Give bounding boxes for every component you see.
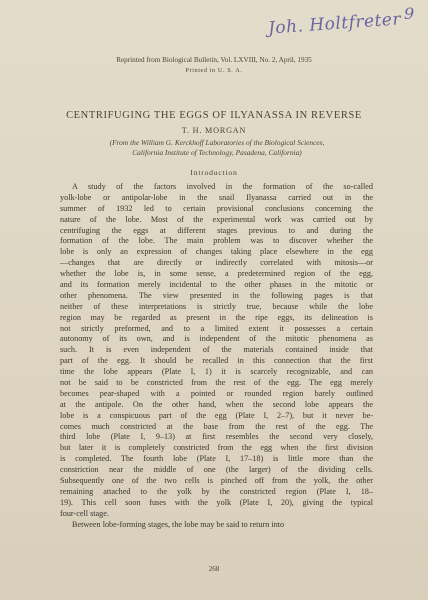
handwritten-signature: Joh. Holtfreter [267, 9, 402, 39]
body-line: but later it is completely constricted from the egg when the first division [60, 443, 373, 453]
body-line: centrifuging the eggs at different stages previous to and during the [60, 225, 373, 235]
affiliation-line-2: California Institute of Technology, Pasadena, California) [132, 147, 302, 157]
body-line: nature of the lobe. Most of the experimental work was carried out by [60, 214, 373, 224]
reprint-line: Reprinted from Biological Bulletin, Vol. LXVIII, No. 2, April, 1935 [116, 56, 312, 64]
reprint-notice [0, 56, 428, 75]
affiliation-line-1: (From the William G. Kerckhoff Laboratories of the Biological Sciences, [109, 138, 325, 147]
body-line: formation of the lobe. The main problem was to discover whether the [60, 236, 373, 246]
body-line: time the lobe appears (Plate I, 1) it is scarcely recognizable, and can [60, 367, 373, 377]
body-line: such. It is even independent of the materials contained inside that [60, 345, 373, 355]
article-author: T. H. MORGAN [181, 126, 247, 135]
body-line: —changes that are directly or indirectly correlated with mitosis—or [60, 258, 373, 268]
body-line: part of the egg. It should be recalled in this connection that the first [60, 356, 373, 366]
printed-line: Printed in U. S. A. [185, 66, 243, 74]
body-line: remaining attached to the yolk by the constricted region (Plate I, 18– [60, 486, 373, 496]
body-line: not be said to be constricted from the rest of the egg. The egg merely [60, 378, 373, 388]
author-affiliation [52, 138, 382, 157]
body-text [60, 182, 373, 531]
body-line: A study of the factors involved in the formation of the so-called [72, 182, 373, 191]
body-line: other phenomena. The view presented in the following pages is that [60, 290, 373, 300]
body-line: summer of 1932 led to certain provisional conclusions concerning the [60, 203, 373, 213]
body-line: is completed. The fourth lobe (Plate I, 17–18) is little more than the [60, 454, 373, 464]
body-line: yolk-lobe or antipolar-lobe in the snail Ilyanassa carried out in the [60, 192, 373, 202]
body-line: neither of these interpretations is strictly true, because while the lobe [60, 301, 373, 311]
body-line: not strictly preformed, and to a limited extent it possesses a certain [60, 323, 373, 333]
body-line: lobe is a conspicuous part of the egg (Plate I, 2–7), but it never be- [60, 410, 373, 420]
body-line: becomes pear-shaped with a pointed or rounded region barely outlined [60, 388, 373, 398]
body-line: and its formation merely incidental to the other phases in the mitotic or [60, 280, 373, 290]
article-title: CENTRIFUGING THE EGGS OF ILYANASSA IN REVERSE [66, 110, 362, 121]
body-line: Between lobe-forming stages, the lobe may be said to return into [72, 519, 285, 529]
handwritten-page-mark: 9 [404, 4, 415, 23]
body-line: constriction near the middle of one (the larger) of the dividing cells. [60, 465, 373, 475]
body-line: whether the lobe is, in some sense, a predetermined region of the egg, [60, 269, 373, 279]
body-line: Subsequently one of the two cells is pinched off from the yolk, the other [60, 476, 373, 486]
body-line: 19). This cell soon fuses with the yolk (Plate I, 20), giving the typical [60, 497, 373, 507]
body-line: region may be regarded as present in the ripe eggs, its delineation is [60, 312, 373, 322]
body-line: at the antipole. On the other hand, when the second lobe appears the [60, 399, 373, 409]
page-number: 268 [208, 565, 220, 573]
body-line: four-cell stage. [60, 508, 109, 518]
body-line: third lobe (Plate I, 9–13) at first resembles the second very closely, [60, 432, 373, 442]
section-heading: Introduction [190, 168, 238, 177]
body-line: comes much constricted at the base from the rest of the egg. The [60, 421, 373, 431]
body-line: lobe is only an expression of changes taking place elsewhere in the egg [60, 247, 373, 257]
body-line: autonomy of its own, and is independent of the mitotic phenomena as [60, 334, 373, 344]
